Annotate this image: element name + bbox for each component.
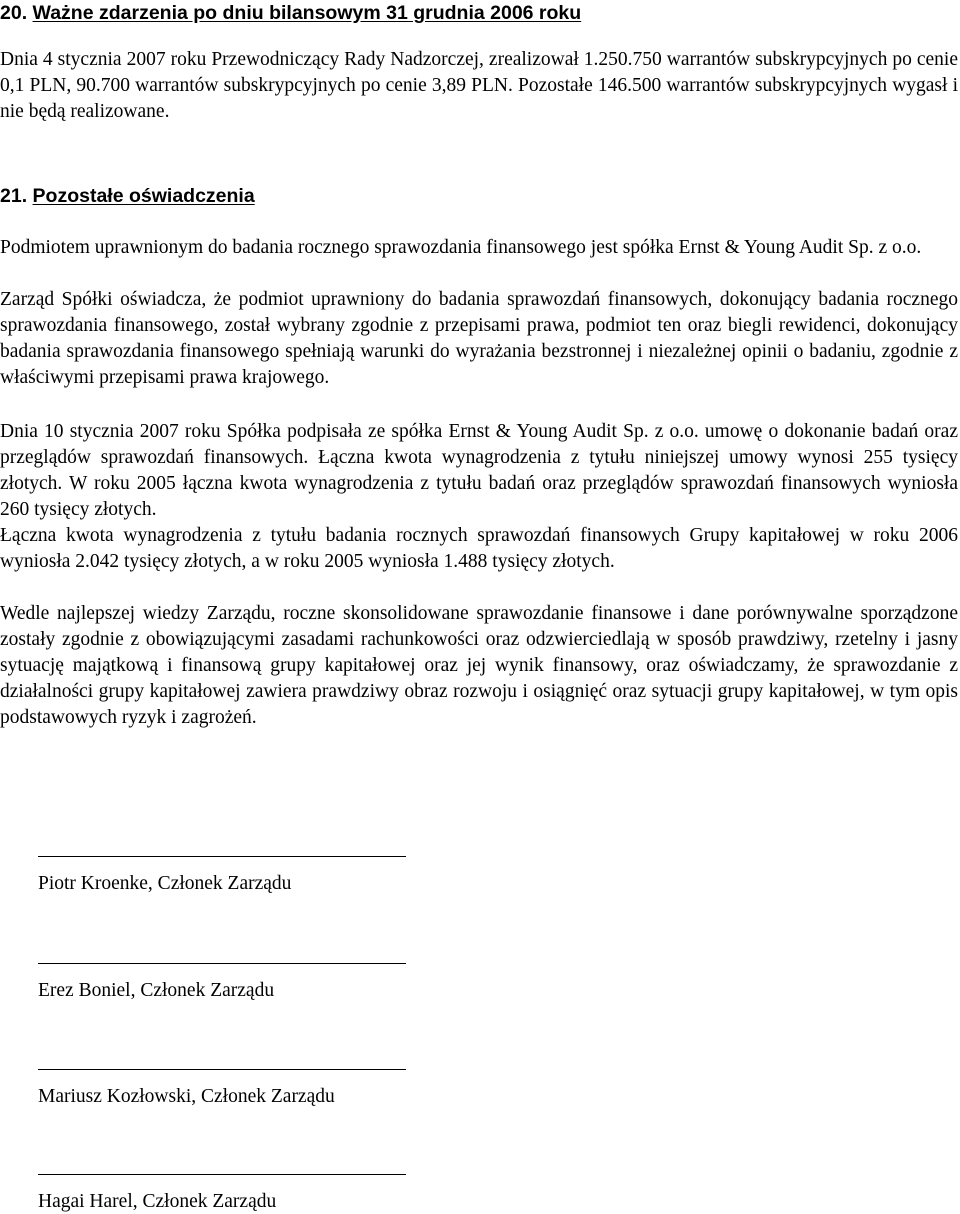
signatory-name: Erez Boniel, Członek Zarządu xyxy=(38,980,275,1001)
signature-block xyxy=(38,1174,408,1214)
signatory-name: Piotr Kroenke, Członek Zarządu xyxy=(38,873,292,894)
signature-line xyxy=(38,1069,406,1070)
signature-line xyxy=(38,963,406,964)
signatory-name: Mariusz Kozłowski, Członek Zarządu xyxy=(38,1086,335,1107)
signature-block xyxy=(38,1069,408,1109)
auditor-paragraph: Podmiotem uprawnionym do badania rocznego sprawozdania finansowego jest spółka Ernst & Young Audit Sp. z o.o. xyxy=(0,237,922,258)
section-20-heading xyxy=(0,0,581,26)
section-20-number: 20. xyxy=(0,2,28,24)
section-21-title: Pozostałe oświadczenia xyxy=(32,185,255,207)
signature-line xyxy=(38,856,406,857)
management-declaration-paragraph: Wedle najlepszej wiedzy Zarządu, roczne skonsolidowane sprawozdanie finansowe i dane porównywalne sporządzone zostały zgodnie z obowiązującymi zasadami rachunkowości oraz odzwierciedlają w sposób prawdziwy, rzetelny i jasny sytuację majątkową i finansową grupy kapitałowej oraz jej wynik finansowy, oraz oświadczamy, że sprawozdanie z działalności grupy kapitałowej zawiera prawdziwy obraz rozwoju i osiągnięć oraz sytuacji grupy kapitałowej, w tym opis podstawowych ryzyk i zagrożeń. xyxy=(0,603,958,728)
signature-block xyxy=(38,856,408,896)
warrants-paragraph: Dnia 4 stycznia 2007 roku Przewodniczący Rady Nadzorczej, zrealizował 1.250.750 warrantów subskrypcyjnych po cenie 0,1 PLN, 90.700 warrantów subskrypcyjnych po cenie 3,89 PLN. Pozostałe 146.500 warrantów subskrypcyjnych wygasł i nie będą realizowane. xyxy=(0,49,958,122)
section-21-heading xyxy=(0,183,255,209)
section-21-number: 21. xyxy=(0,185,28,207)
section-20-title: Ważne zdarzenia po dniu bilansowym 31 grudnia 2006 roku xyxy=(32,2,582,24)
signature-block xyxy=(38,963,408,1003)
group-remuneration-paragraph: Łączna kwota wynagrodzenia z tytułu badania rocznych sprawozdań finansowych Grupy kapitałowej w roku 2006 wyniosła 2.042 tysięcy złotych, a w roku 2005 wyniosła 1.488 tysięcy złotych. xyxy=(0,525,958,572)
contract-paragraph: Dnia 10 stycznia 2007 roku Spółka podpisała ze spółka Ernst & Young Audit Sp. z o.o. umowę o dokonanie badań oraz przeglądów sprawozdań finansowych. Łączna kwota wynagrodzenia z tytułu niniejszej umowy wynosi 255 tysięcy złotych. W roku 2005 łączna kwota wynagrodzenia z tytułu badań oraz przeglądów sprawozdań finansowych wyniosła 260 tysięcy złotych. xyxy=(0,421,958,520)
signatory-name: Hagai Harel, Członek Zarządu xyxy=(38,1191,277,1212)
board-statement-paragraph: Zarząd Spółki oświadcza, że podmiot uprawniony do badania sprawozdań finansowych, dokonujący badania rocznego sprawozdania finansowego, został wybrany zgodnie z przepisami prawa, podmiot ten oraz biegli rewidenci, dokonujący badania sprawozdania finansowego spełniają warunki do wyrażania bezstronnej i niezależnej opinii o badaniu, zgodnie z właściwymi przepisami prawa krajowego. xyxy=(0,289,958,388)
signature-line xyxy=(38,1174,406,1175)
